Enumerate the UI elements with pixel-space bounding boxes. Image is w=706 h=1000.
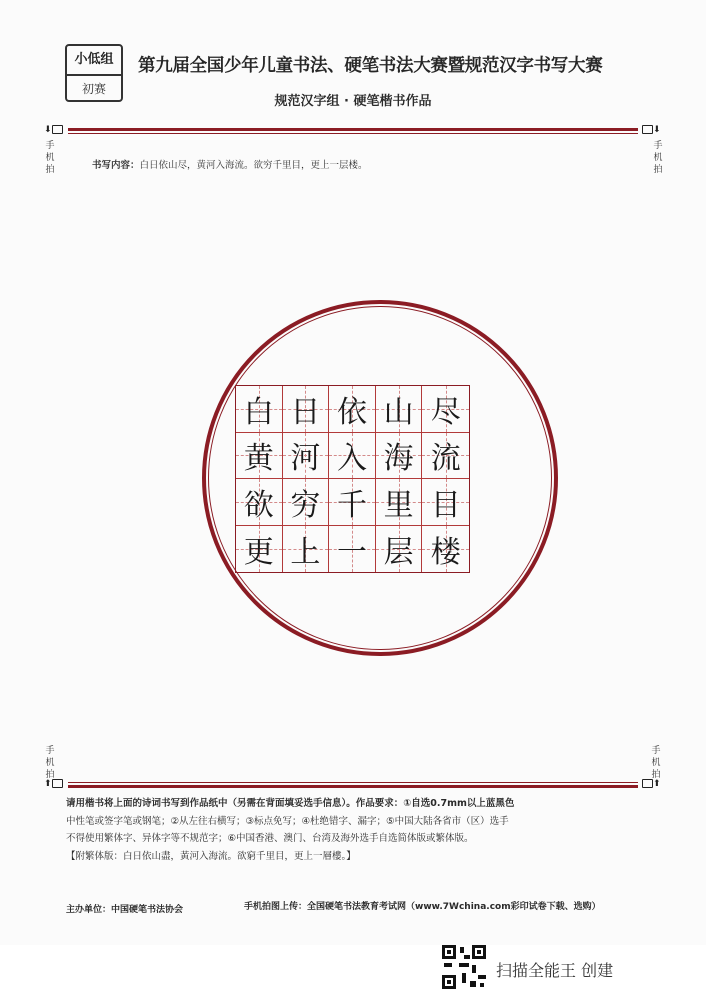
grid-cell: 楼 <box>422 526 469 573</box>
badge-group-label: 小低组 <box>67 46 121 76</box>
grid-cell: 尽 <box>422 386 469 433</box>
side-label-top-right: 手 机 拍 <box>653 141 663 175</box>
writing-content-label: 书写内容： <box>92 160 140 171</box>
grid-cell: 欲 <box>236 479 283 526</box>
arrow-down-camera-icon: ⬇ <box>44 125 63 135</box>
grid-cell: 千 <box>329 479 376 526</box>
instructions-traditional: 【附繁体版：白日依山盡，黃河入海流。欲窮千里目，更上一層樓。】 <box>66 850 356 862</box>
organizer-text: 主办单位：中国硬笔书法协会 <box>66 905 184 915</box>
top-rule <box>68 128 638 134</box>
bottom-rule <box>68 782 638 788</box>
grid-cell: 山 <box>376 386 423 433</box>
qr-code-icon <box>442 945 486 989</box>
side-label-bottom-left: 手 机 拍 <box>45 746 55 780</box>
grid-cell: 更 <box>236 526 283 573</box>
grid-cell: 目 <box>422 479 469 526</box>
writing-content-text: 白日依山尽，黄河入海流。欲穷千里目，更上一层楼。 <box>139 160 368 171</box>
instructions-line: 中性笔或签字笔或钢笔；②从左往右横写；③标点免写；④杜绝错字、漏字；⑤中国大陆各省市（区）选手 <box>66 815 509 827</box>
upload-text: 手机拍图上传：全国硬笔书法教育考试网（www.7Wchina.com彩印试卷下载、选购） <box>244 902 601 912</box>
grid-cell: 层 <box>376 526 423 573</box>
instructions <box>66 795 638 865</box>
side-label-bottom-right: 手 机 拍 <box>651 746 661 780</box>
grid-cell: 黄 <box>236 433 283 480</box>
camera-arrow-up-icon: ⬆ <box>642 779 661 789</box>
grid-cell: 海 <box>376 433 423 480</box>
camera-arrow-down-icon: ⬇ <box>642 125 661 135</box>
badge-round-label: 初赛 <box>81 82 106 96</box>
instructions-line: 请用楷书将上面的诗词书写到作品纸中（另需在背面填妥选手信息）。作品要求：①自选0.7mm以上蓝黑色 <box>66 798 515 809</box>
grid-cell: 日 <box>283 386 330 433</box>
grid-cell: 入 <box>329 433 376 480</box>
grid-cell: 河 <box>283 433 330 480</box>
grid-cell: 一 <box>329 526 376 573</box>
grid-cell: 依 <box>329 386 376 433</box>
grid-cell: 白 <box>236 386 283 433</box>
grid-cell: 上 <box>283 526 330 573</box>
grid-cell: 里 <box>376 479 423 526</box>
page-subtitle: 规范汉字组 · 硬笔楷书作品 <box>274 94 432 109</box>
side-label-top-left: 手 机 拍 <box>45 141 55 175</box>
page-title: 第九届全国少年儿童书法、硬笔书法大赛暨规范汉字书写大赛 <box>138 56 603 76</box>
scanner-watermark: 扫描全能王 创建 <box>496 961 614 980</box>
grid-cell: 穷 <box>283 479 330 526</box>
instructions-line: 不得使用繁体字、异体字等不规范字；⑥中国香港、澳门、台湾及海外选手自选简体版或繁体版。 <box>66 833 474 844</box>
arrow-up-camera-icon: ⬆ <box>44 779 63 789</box>
writing-content <box>92 157 368 171</box>
grid-cell: 流 <box>422 433 469 480</box>
tian-zi-grid <box>235 385 470 573</box>
